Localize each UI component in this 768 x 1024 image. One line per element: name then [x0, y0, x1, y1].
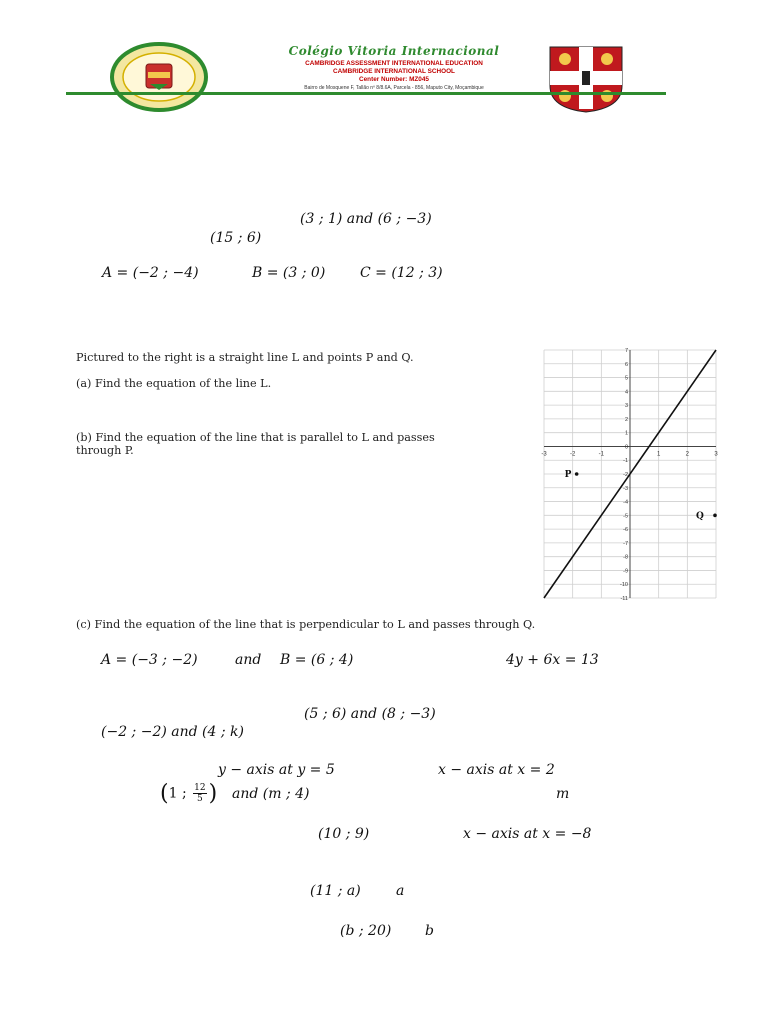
point-P-label: P	[564, 470, 572, 480]
y-tick-label: -8	[623, 554, 628, 561]
header-address: Bairro de Mosquene F, Tallão nº 8/8.6A, Parcela - 856, Maputo City, Moçambique	[304, 85, 484, 91]
math-and-connector: and	[235, 652, 262, 668]
math-point-B: B = (3 ; 0)	[252, 265, 326, 281]
y-tick-label: -10	[620, 582, 628, 589]
math-point-A: A = (−2 ; −4)	[102, 265, 199, 281]
point-P	[575, 472, 579, 476]
y-tick-label: -1	[623, 458, 628, 465]
fraction-denominator: 5	[196, 794, 203, 804]
math-x-axis-at-2: x − axis at x = 2	[438, 762, 555, 778]
math-point-15-6: (15 ; 6)	[210, 230, 262, 246]
math-points-3-1-and-6-neg3: (3 ; 1) and (6 ; −3)	[300, 211, 432, 227]
question-b-line2: through P.	[76, 444, 134, 457]
y-tick-label: -4	[623, 499, 628, 506]
question-a: (a) Find the equation of the line L.	[76, 377, 272, 390]
coordinate-graph	[540, 346, 720, 602]
math-point-11-a: (11 ; a)	[310, 883, 361, 899]
math-variable-a: a	[396, 883, 405, 899]
point-Q-label: Q	[696, 511, 704, 522]
x-tick-label: -2	[569, 451, 576, 458]
y-tick-label: 0	[624, 444, 628, 451]
math-points-5-6-and-8-neg3: (5 ; 6) and (8 ; −3)	[304, 706, 436, 722]
x-tick-label: 2	[685, 451, 690, 458]
y-tick-label: 7	[624, 348, 628, 354]
math-points-neg2-neg2-and-4-k: (−2 ; −2) and (4 ; k)	[101, 724, 244, 740]
y-tick-label: 4	[624, 389, 628, 396]
y-tick-label: -2	[623, 472, 628, 478]
math-point-1-twelve-fifths: (1 ; $\frac{12}{5}$ )	[160, 781, 218, 806]
y-tick-label: 1	[624, 430, 628, 437]
math-point-10-9: (10 ; 9)	[318, 826, 370, 842]
header-line-cambridge-assessment: CAMBRIDGE ASSESSMENT INTERNATIONAL EDUCATION	[305, 60, 483, 67]
math-point-B-6-4: B = (6 ; 4)	[280, 652, 354, 668]
y-tick-label: 3	[624, 403, 628, 410]
y-tick-label: 6	[624, 361, 628, 368]
cambridge-crest-right	[546, 44, 626, 114]
x-tick-label: 3	[714, 451, 718, 458]
y-tick-label: 5	[624, 375, 628, 382]
header-line-center-number: Center Number: MZ045	[359, 76, 429, 83]
math-point-b-20: (b ; 20)	[340, 923, 392, 939]
question-c: (c) Find the equation of the line that is perpendicular to L and passes through Q.	[76, 618, 536, 631]
x-tick-label: -1	[598, 451, 605, 458]
point-Q	[713, 514, 717, 518]
question-intro: Pictured to the right is a straight line L and points P and Q.	[76, 351, 414, 364]
paren-close: )	[208, 781, 218, 806]
school-name: Colégio Vitoria Internacional	[288, 44, 500, 58]
math-variable-b: b	[425, 923, 434, 939]
x-tick-label: 1	[656, 451, 661, 458]
y-tick-label: -9	[623, 568, 628, 575]
math-variable-m: m	[556, 786, 570, 802]
y-tick-label: -6	[623, 527, 628, 534]
y-tick-label: -11	[620, 596, 628, 602]
math-x-axis-at-neg8: x − axis at x = −8	[463, 826, 592, 842]
y-tick-label: -7	[623, 540, 628, 547]
school-crest-left	[110, 42, 208, 112]
math-point-A-neg3-neg2: A = (−3 ; −2)	[101, 652, 198, 668]
header-divider	[66, 92, 666, 95]
math-and-point-m-4: and (m ; 4)	[232, 786, 310, 802]
math-line-equation: 4y + 6x = 13	[506, 652, 599, 668]
y-tick-label: -5	[623, 513, 628, 520]
question-b-line1: (b) Find the equation of the line that is parallel to L and passes	[76, 431, 435, 444]
y-tick-label: 2	[624, 416, 628, 423]
y-tick-label: -3	[623, 485, 628, 492]
fraction-numerator: 12	[194, 783, 206, 793]
x-tick-label: -3	[541, 451, 547, 458]
header-line-cambridge-school: CAMBRIDGE INTERNATIONAL SCHOOL	[333, 68, 455, 75]
math-point-C: C = (12 ; 3)	[360, 265, 443, 281]
math-y-axis-at-5: y − axis at y = 5	[218, 762, 335, 778]
